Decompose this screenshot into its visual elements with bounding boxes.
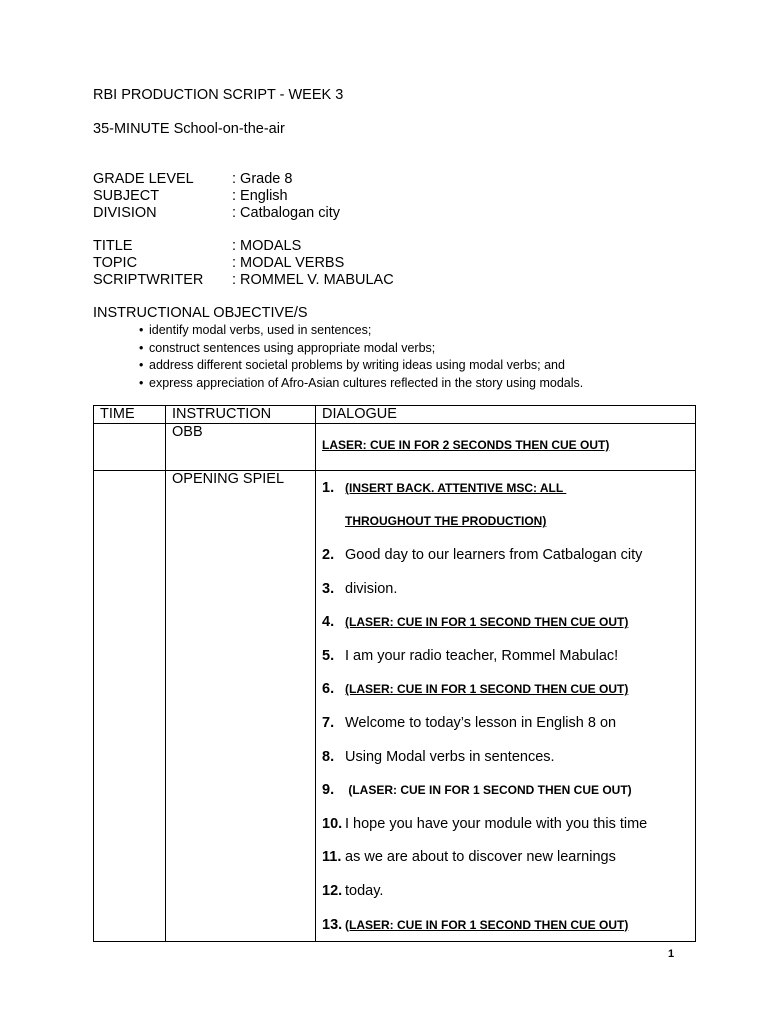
header-time: TIME bbox=[94, 406, 166, 424]
info-row-topic bbox=[93, 255, 394, 272]
dialogue-line bbox=[322, 807, 689, 841]
dialogue-line-text: division. bbox=[345, 580, 398, 597]
dialogue-cue-text: (LASER: CUE IN FOR 1 SECOND THEN CUE OUT) bbox=[345, 682, 629, 697]
info-value: : ROMMEL V. MABULAC bbox=[232, 272, 394, 288]
dialogue-line-text: Good day to our learners from Catbalogan city bbox=[345, 546, 643, 563]
table-row-opening-spiel bbox=[94, 471, 696, 942]
info-label: GRADE LEVEL bbox=[93, 171, 194, 187]
dialogue-line-number: 4. bbox=[322, 614, 335, 631]
dialogue-line bbox=[322, 605, 689, 639]
dialogue-line bbox=[322, 874, 689, 908]
spiel-time-cell bbox=[94, 471, 166, 942]
dialogue-line-text: I am your radio teacher, Rommel Mabulac! bbox=[345, 647, 619, 664]
dialogue-line bbox=[322, 538, 689, 572]
objective-item: • address different societal problems by writing ideas using modal verbs; and bbox=[139, 357, 583, 375]
table-header-row bbox=[94, 406, 696, 424]
dialogue-line-number: 2. bbox=[322, 546, 335, 563]
script-title: RBI PRODUCTION SCRIPT - WEEK 3 bbox=[93, 87, 344, 103]
info-value: : MODAL VERBS bbox=[232, 255, 345, 271]
dialogue-line-number: 10. bbox=[322, 815, 343, 832]
objective-item: • construct sentences using appropriate modal verbs; bbox=[139, 340, 583, 358]
dialogue-line bbox=[322, 505, 689, 539]
dialogue-line bbox=[322, 706, 689, 740]
dialogue-line bbox=[322, 908, 689, 942]
dialogue-list bbox=[322, 471, 689, 941]
dialogue-line-number: 11. bbox=[322, 849, 342, 866]
info-label: DIVISION bbox=[93, 205, 157, 221]
dialogue-line bbox=[322, 639, 689, 673]
dialogue-cue-text: (LASER: CUE IN FOR 1 SECOND THEN CUE OUT) bbox=[345, 615, 629, 630]
dialogue-cue-text: THROUGHOUT THE PRODUCTION) bbox=[345, 514, 547, 529]
spiel-instruction: OPENING SPIEL bbox=[166, 471, 316, 942]
dialogue-line bbox=[322, 673, 689, 707]
dialogue-line-number: 12. bbox=[322, 882, 343, 899]
dialogue-line-text: I hope you have your module with you this time bbox=[345, 815, 648, 832]
info-value: : MODALS bbox=[232, 238, 302, 254]
info-label: SCRIPTWRITER bbox=[93, 272, 204, 288]
page-number: 1 bbox=[668, 948, 675, 960]
objective-item: • express appreciation of Afro-Asian cultures reflected in the story using modals. bbox=[139, 375, 583, 393]
info-block-lesson bbox=[93, 238, 394, 289]
dialogue-line-text: today. bbox=[345, 882, 384, 899]
info-row-scriptwriter bbox=[93, 272, 394, 289]
objectives-list bbox=[139, 322, 583, 392]
info-label: SUBJECT bbox=[93, 188, 160, 204]
dialogue-line bbox=[322, 471, 689, 505]
dialogue-line-number: 1. bbox=[322, 479, 335, 496]
obb-instruction: OBB bbox=[166, 424, 316, 471]
dialogue-cue-text: (INSERT BACK. ATTENTIVE MSC: ALL bbox=[345, 480, 567, 495]
info-label: TITLE bbox=[93, 238, 133, 254]
info-row-subject bbox=[93, 188, 340, 205]
dialogue-line-number: 3. bbox=[322, 580, 335, 597]
dialogue-line bbox=[322, 773, 689, 807]
info-label: TOPIC bbox=[93, 255, 138, 271]
header-instruction: INSTRUCTION bbox=[166, 406, 316, 424]
dialogue-cue-text: (LASER: CUE IN FOR 1 SECOND THEN CUE OUT) bbox=[345, 783, 632, 798]
info-value: : English bbox=[232, 188, 288, 204]
dialogue-line-number: 8. bbox=[322, 748, 335, 765]
dialogue-line-text: Using Modal verbs in sentences. bbox=[345, 748, 555, 765]
info-value: : Grade 8 bbox=[232, 171, 293, 187]
dialogue-cue-text: (LASER: CUE IN FOR 1 SECOND THEN CUE OUT) bbox=[345, 917, 629, 932]
dialogue-line-number: 13. bbox=[322, 916, 343, 933]
dialogue-line-text: Welcome to today’s lesson in English 8 on bbox=[345, 714, 617, 731]
info-row-division bbox=[93, 205, 340, 222]
info-block-school bbox=[93, 171, 340, 222]
info-value: : Catbalogan city bbox=[232, 205, 341, 221]
spiel-dialogue-cell bbox=[316, 471, 696, 942]
header-dialogue: DIALOGUE bbox=[316, 406, 696, 424]
script-subtitle: 35-MINUTE School-on-the-air bbox=[93, 121, 285, 137]
table-row-obb bbox=[94, 424, 696, 471]
obb-time-cell bbox=[94, 424, 166, 471]
script-table bbox=[93, 405, 696, 942]
dialogue-line-number: 6. bbox=[322, 681, 335, 698]
dialogue-line-number: 7. bbox=[322, 714, 335, 731]
obb-cue-text: LASER: CUE IN FOR 2 SECONDS THEN CUE OUT) bbox=[322, 438, 610, 452]
obb-dialogue-cell bbox=[316, 424, 696, 471]
dialogue-line bbox=[322, 572, 689, 606]
dialogue-line-number: 9. bbox=[322, 782, 335, 799]
dialogue-line-number: 5. bbox=[322, 647, 335, 664]
info-row-title bbox=[93, 238, 394, 255]
info-row-grade-level bbox=[93, 171, 340, 188]
dialogue-line-text: as we are about to discover new learnings bbox=[345, 849, 616, 866]
objectives-heading: INSTRUCTIONAL OBJECTIVE/S bbox=[93, 305, 308, 321]
dialogue-line bbox=[322, 841, 689, 875]
objective-item: • identify modal verbs, used in sentences; bbox=[139, 322, 583, 340]
dialogue-line bbox=[322, 740, 689, 774]
